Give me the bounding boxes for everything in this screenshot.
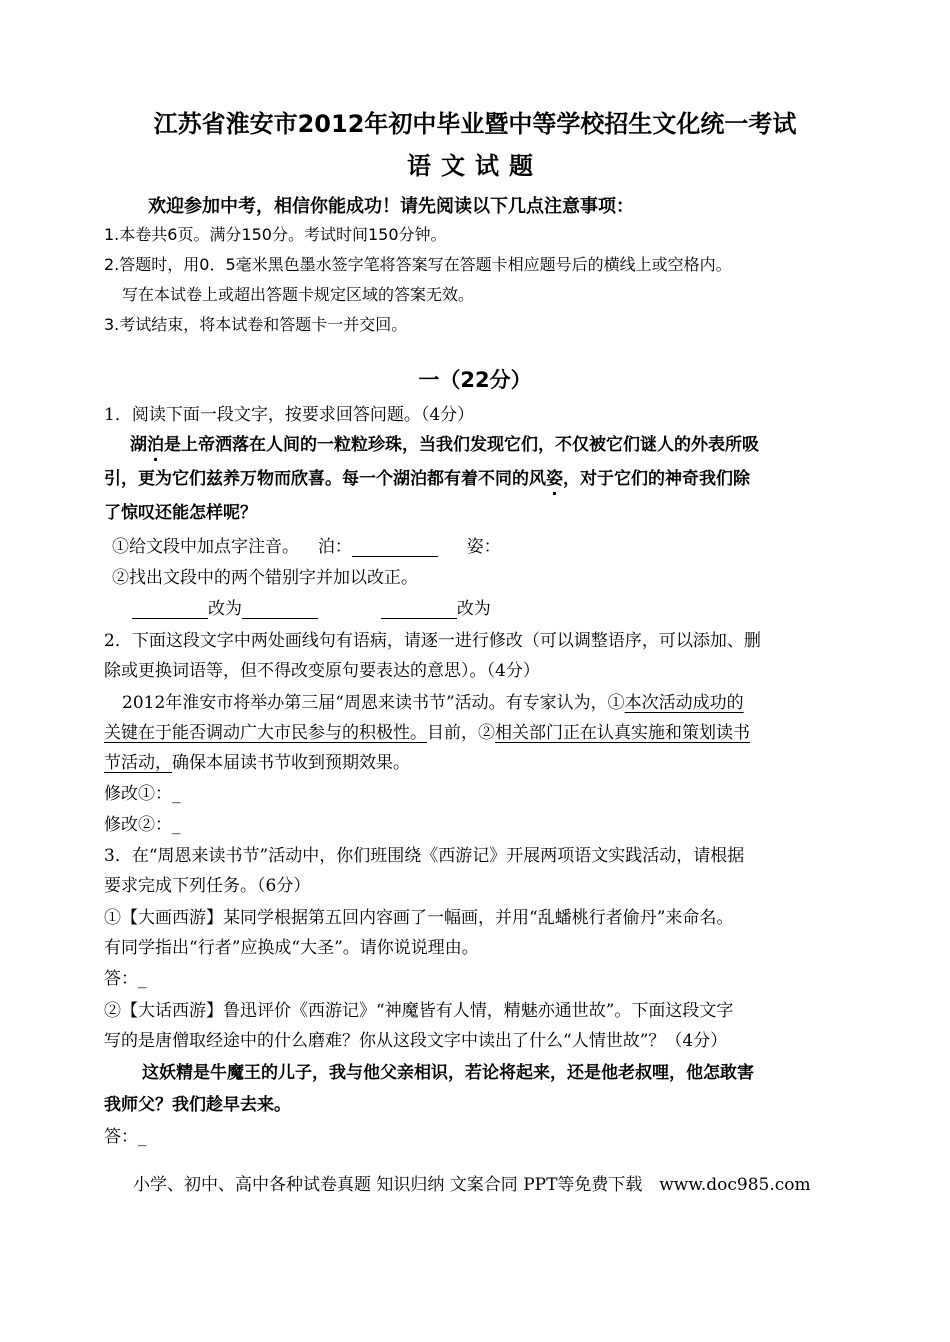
q2-underlined-sentence-2: 节活动， <box>104 753 172 773</box>
q2-fix-1[interactable]: 修改①：_ <box>104 784 181 804</box>
q2-stem-line1: 2．下面这段文字中两处画线句有语病，请逐一进行修改（可以调整语序，可以添加、删 <box>104 631 761 651</box>
q1-sub1 <box>112 532 501 557</box>
q1-paragraph-line3: 了惊叹还能怎样呢？ <box>104 503 257 523</box>
q3-answer-1[interactable]: 答：_ <box>104 969 147 989</box>
footer <box>133 1170 811 1195</box>
q3-answer-2[interactable]: 答：_ <box>104 1127 147 1147</box>
notice-item-2-cont: 写在本试卷上或超出答题卡规定区域的答案无效。 <box>122 285 475 304</box>
q3-task2-line2: 写的是唐僧取经途中的什么磨难？你从这段文字中读出了什么“人情世故”？（4分） <box>104 1031 728 1051</box>
q1-word: 湖 <box>130 435 147 455</box>
notice-item-1: 1.本卷共6页。满分150分。考试时间150分钟。 <box>104 225 447 244</box>
q1-text: 引，更为它们兹养万物而欣喜。每一个湖泊都有着不同的风 <box>104 469 546 489</box>
q3-stem-line1: 3．在“周恩来读书节”活动中，你们班围绕《西游记》开展两项语文实践活动，请根据 <box>104 846 745 866</box>
section-heading: 一（22分） <box>418 368 532 392</box>
q2-para-line3 <box>104 748 410 773</box>
correct-char-blank-1[interactable] <box>242 600 318 619</box>
q2-underlined-sentence-1: 关键在于能否调动广大市民参与的积极性。 <box>104 723 427 743</box>
exam-subtitle: 语文试题 <box>407 152 543 180</box>
q2-underlined-sentence-2: 相关部门正在认真实施和策划读书 <box>495 723 750 743</box>
q1-text: 是上帝洒落在人间的一粒粒珍珠，当我们发现它们，不仅被它们谜人的外表所吸 <box>164 435 759 455</box>
wrong-char-blank-1[interactable] <box>132 600 208 619</box>
q1-sub1-po-label: 泊： <box>317 537 352 557</box>
q1-sub2: ②找出文段中的两个错别字并加以改正。 <box>112 568 418 588</box>
q2-underlined-sentence-1: 本次活动成功的 <box>624 693 744 713</box>
welcome-text: 欢迎参加中考，相信你能成功！请先阅读以下几点注意事项： <box>148 196 634 217</box>
q1-dotted-char-zi: 姿 <box>546 469 563 489</box>
q2-para-line1 <box>122 688 744 713</box>
notice-item-2: 2.答题时，用0．5毫米黑色墨水签字笔将答案写在答题卡相应题号后的横线上或空格内。 <box>104 255 732 274</box>
change-to-label: 改为 <box>456 599 491 619</box>
q2-text: 确保本届读书节收到预期效果。 <box>172 753 410 773</box>
q2-stem-line2: 除或更换词语等，但不得改变原句要表达的意思）。（4分） <box>104 661 540 681</box>
q3-task1-line2: 有同学指出“行者”应换成“大圣”。请你说说理由。 <box>104 938 479 958</box>
q3-task2-line1: ②【大话西游】鲁迅评价《西游记》“神魔皆有人情，精魅亦通世故”。下面这段文字 <box>104 1001 734 1021</box>
q1-correction-row <box>132 594 491 619</box>
footer-link[interactable]: www.doc985.com <box>659 1175 811 1195</box>
q3-quote-line2: 我师父？我们趁早去来。 <box>104 1095 291 1115</box>
q2-para-line2 <box>104 718 750 743</box>
q1-paragraph-line1 <box>130 430 759 455</box>
exam-title: 江苏省淮安市2012年初中毕业暨中等学校招生文化统一考试 <box>153 110 797 138</box>
q1-sub1-label: ①给文段中加点字注音。 <box>112 537 299 557</box>
footer-text: 小学、初中、高中各种试卷真题 知识归纳 文案合同 PPT等免费下载 <box>133 1175 643 1195</box>
wrong-char-blank-2[interactable] <box>381 600 457 619</box>
q2-text: 目前，② <box>427 723 495 743</box>
change-to-label: 改为 <box>208 599 242 619</box>
q2-fix-2[interactable]: 修改②：_ <box>104 815 181 835</box>
q1-dotted-char-po: 泊 <box>147 435 164 455</box>
q2-text: 2012年淮安市将举办第三届“周恩来读书节”活动。有专家认为，① <box>122 693 625 713</box>
q3-task1-line1: ①【大画西游】某同学根据第五回内容画了一幅画，并用“乱蟠桃行者偷丹”来命名。 <box>104 908 734 928</box>
q3-quote-line1: 这妖精是牛魔王的儿子，我与他父亲相识，若论将起来，还是他老叔哩，他怎敢害 <box>142 1063 754 1083</box>
q1-stem: 1．阅读下面一段文字，按要求回答问题。（4分） <box>104 405 475 425</box>
q1-text: ，对于它们的神奇我们除 <box>563 469 750 489</box>
notice-item-3: 3.考试结束，将本试卷和答题卡一并交回。 <box>104 315 408 334</box>
q1-po-answer-blank[interactable] <box>352 538 438 557</box>
q1-sub1-zi-label: 姿： <box>466 537 501 557</box>
q3-stem-line2: 要求完成下列任务。（6分） <box>104 876 311 896</box>
q1-paragraph-line2 <box>104 464 750 489</box>
